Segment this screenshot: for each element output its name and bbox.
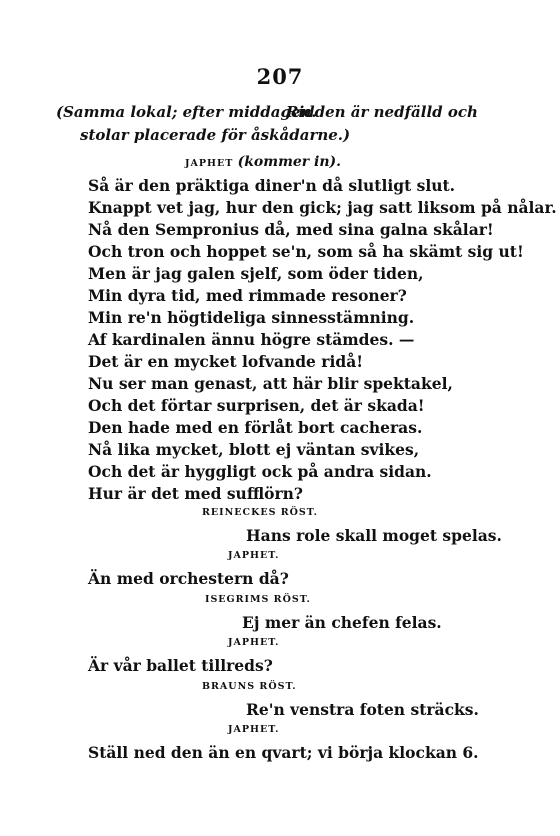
page-number: 207	[256, 64, 304, 89]
verse-line: Af kardinalen ännu högre stämdes. —	[88, 330, 415, 349]
stage-direction-line-1b: Ridden är nedfälld och	[286, 103, 478, 121]
verse-line: Nå lika mycket, blott ej väntan svikes,	[88, 440, 420, 459]
speaker-heading-brauns: BRAUNS RÖST.	[202, 681, 297, 692]
verse-line: Min re'n högtideliga sinnesstämning.	[88, 308, 415, 327]
stage-direction-line-1a: (Samma lokal; efter middagen.	[56, 103, 317, 121]
verse-line: Min dyra tid, med rimmade resoner?	[88, 286, 407, 305]
stage-direction-line-2: stolar placerade för åskådarne.)	[80, 126, 351, 144]
verse-line: Och det förtar surprisen, det är skada!	[88, 396, 425, 415]
verse-line: Och det är hyggligt ock på andra sidan.	[88, 462, 432, 481]
verse-line: Men är jag galen sjelf, som öder tiden,	[88, 264, 424, 283]
verse-line: Nå den Sempronius då, med sina galna skålar!	[88, 220, 494, 239]
verse-line: Den hade med en förlåt bort cacheras.	[88, 418, 423, 437]
verse-line: Hur är det med sufflörn?	[88, 484, 303, 503]
verse-line: Ställ ned den än en qvart; vi börja klockan 6.	[88, 743, 479, 762]
verse-line: Hans role skall moget spelas.	[246, 526, 502, 545]
verse-line: Är vår ballet tillreds?	[88, 656, 273, 675]
verse-line: Och tron och hoppet se'n, som så ha skämt sig ut!	[88, 242, 524, 261]
speaker-heading-japhet: JAPHET.	[228, 637, 280, 648]
speaker-heading-japhet	[185, 154, 341, 170]
speaker-heading-japhet: JAPHET.	[228, 724, 280, 735]
verse-line: Än med orchestern då?	[88, 569, 289, 588]
verse-line: Det är en mycket lofvande ridå!	[88, 352, 364, 371]
speaker-heading-japhet: JAPHET.	[228, 550, 280, 561]
verse-line: Så är den präktiga diner'n då slutligt slut.	[88, 176, 456, 195]
speaker-direction: (kommer in).	[237, 154, 342, 170]
speaker-heading-reineckes: REINECKES RÖST.	[202, 507, 318, 518]
speaker-name: JAPHET	[185, 158, 234, 169]
verse-line: Ej mer än chefen felas.	[242, 613, 442, 632]
verse-line: Re'n venstra foten sträcks.	[246, 700, 479, 719]
speaker-heading-isegrims: ISEGRIMS RÖST.	[205, 594, 311, 605]
verse-line: Nu ser man genast, att här blir spektakel,	[88, 374, 453, 393]
verse-line: Knappt vet jag, hur den gick; jag satt liksom på nålar.	[88, 198, 557, 217]
